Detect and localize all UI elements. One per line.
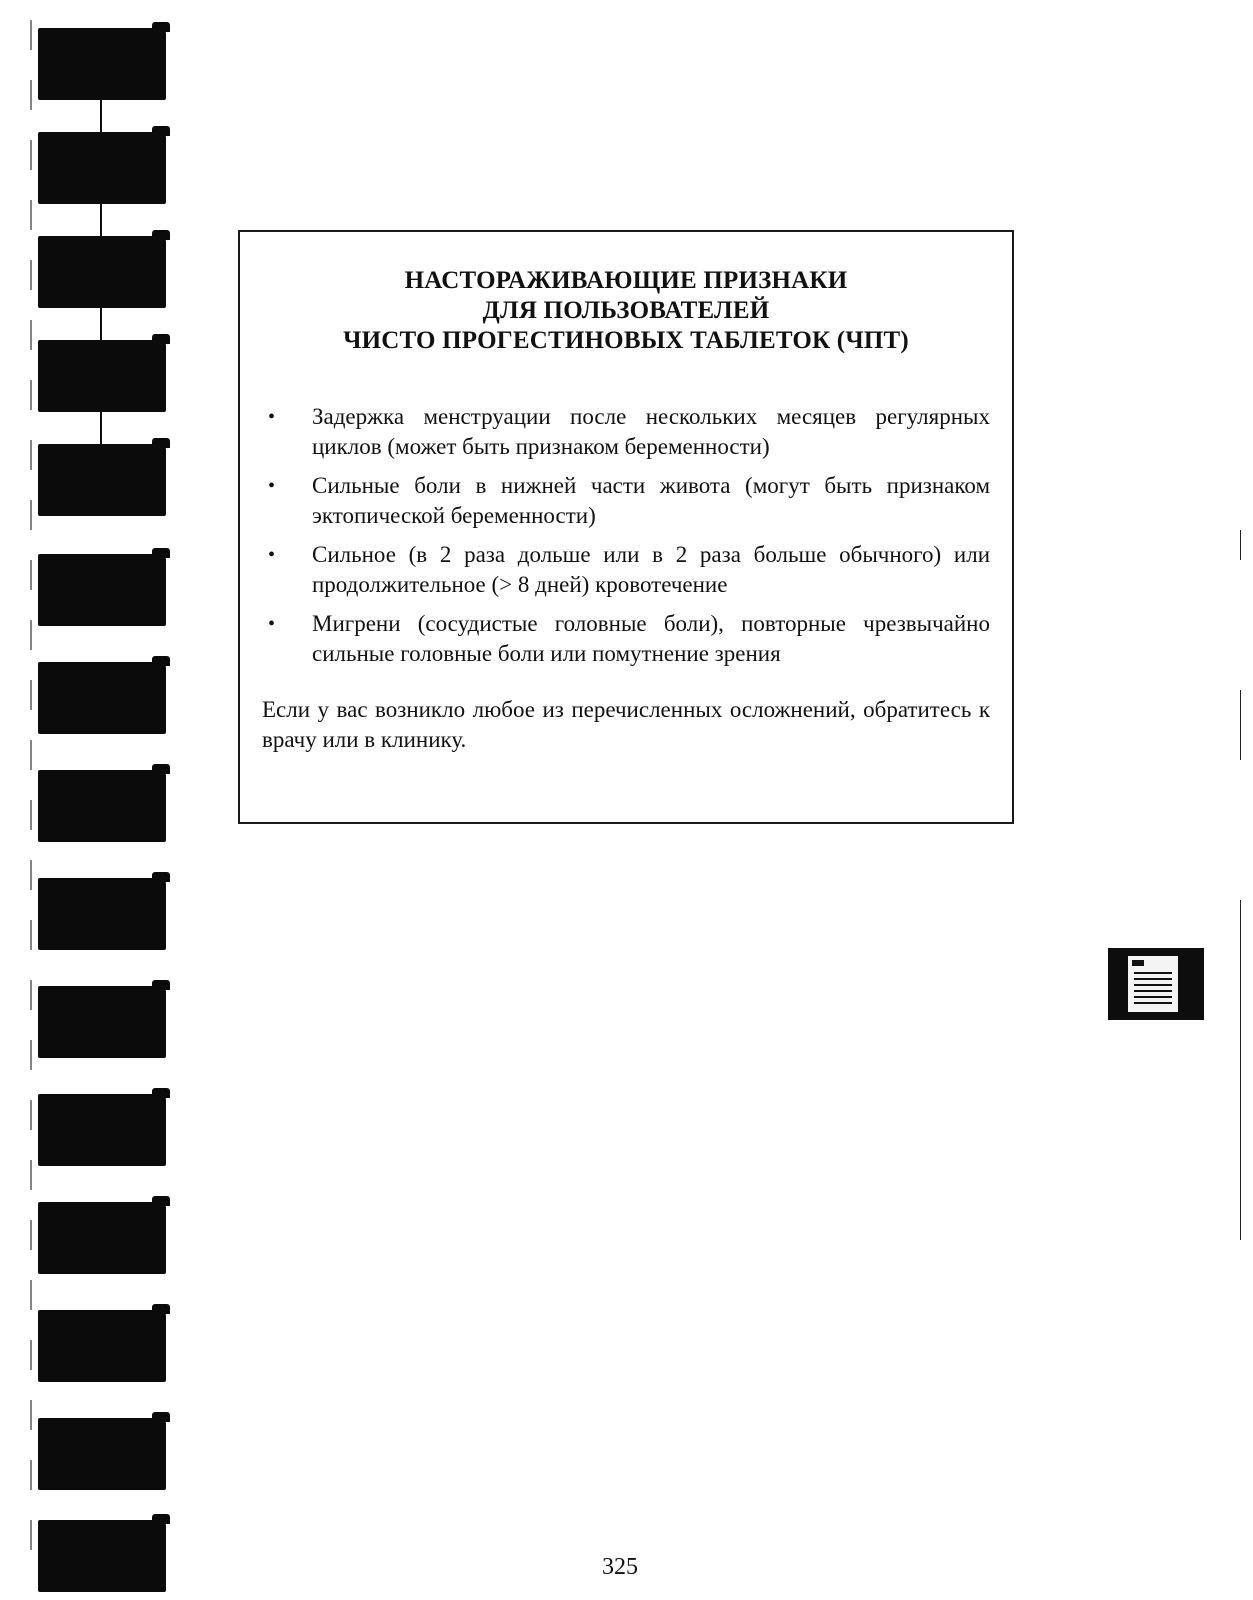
binding-tab xyxy=(38,1202,166,1274)
scan-mark xyxy=(1240,900,1241,1240)
box-title-line: ДЛЯ ПОЛЬЗОВАТЕЛЕЙ xyxy=(482,297,770,324)
document-line xyxy=(1134,1002,1172,1004)
document-tag xyxy=(1132,960,1144,966)
list-item-text: Сильные боли в нижней части живота (могут быть признаком эктопической беременности) xyxy=(312,473,990,528)
binding-tab xyxy=(38,340,166,412)
bullet-icon: • xyxy=(268,613,276,635)
list-item-text: Задержка менструации после нескольких месяцев регулярных циклов (может быть признаком беременности) xyxy=(312,404,990,459)
document-line xyxy=(1134,978,1172,980)
box-title-line: ЧИСТО ПРОГЕСТИНОВЫХ ТАБЛЕТОК (ЧПТ) xyxy=(343,327,909,354)
bullet-icon: • xyxy=(268,406,276,428)
warning-signs-box xyxy=(238,230,1014,824)
binding-tab xyxy=(38,1310,166,1382)
binding-strip xyxy=(30,20,170,1600)
warning-list xyxy=(262,402,990,669)
scan-mark xyxy=(1240,530,1241,560)
document-sheet xyxy=(1128,956,1178,1012)
list-item xyxy=(262,402,990,462)
document-line xyxy=(1134,972,1172,974)
list-item-text: Сильное (в 2 раза дольше или в 2 раза больше обычного) или продолжительное (> 8 дней) кровотечение xyxy=(312,542,990,597)
document-icon xyxy=(1108,948,1204,1020)
list-item xyxy=(262,540,990,600)
footer-note: Если у вас возникло любое из перечисленных осложнений, обратитесь к врачу или в клинику. xyxy=(262,697,990,752)
list-item xyxy=(262,471,990,531)
binding-tab xyxy=(38,662,166,734)
box-title xyxy=(260,266,992,356)
bullet-icon: • xyxy=(268,544,276,566)
binding-tab xyxy=(38,236,166,308)
list-item xyxy=(262,609,990,669)
document-line xyxy=(1134,990,1172,992)
binding-tab xyxy=(38,444,166,516)
binding-tab xyxy=(38,878,166,950)
binding-tab xyxy=(38,1418,166,1490)
binding-tab xyxy=(38,28,166,100)
document-line xyxy=(1134,996,1172,998)
list-item-text: Мигрени (сосудистые головные боли), повторные чрезвычайно сильные головные боли или помутнение зрения xyxy=(312,611,990,666)
page-number: 325 xyxy=(602,1554,638,1580)
binding-tab xyxy=(38,132,166,204)
box-title-line: НАСТОРАЖИВАЮЩИЕ ПРИЗНАКИ xyxy=(404,267,848,294)
binding-tab xyxy=(38,770,166,842)
binding-tab xyxy=(38,1094,166,1166)
binding-tab xyxy=(38,1520,166,1592)
document-line xyxy=(1134,984,1172,986)
binding-edge xyxy=(30,20,32,1560)
bullet-icon: • xyxy=(268,475,276,497)
scan-mark xyxy=(1240,690,1241,760)
binding-tab xyxy=(38,986,166,1058)
binding-tab xyxy=(38,554,166,626)
